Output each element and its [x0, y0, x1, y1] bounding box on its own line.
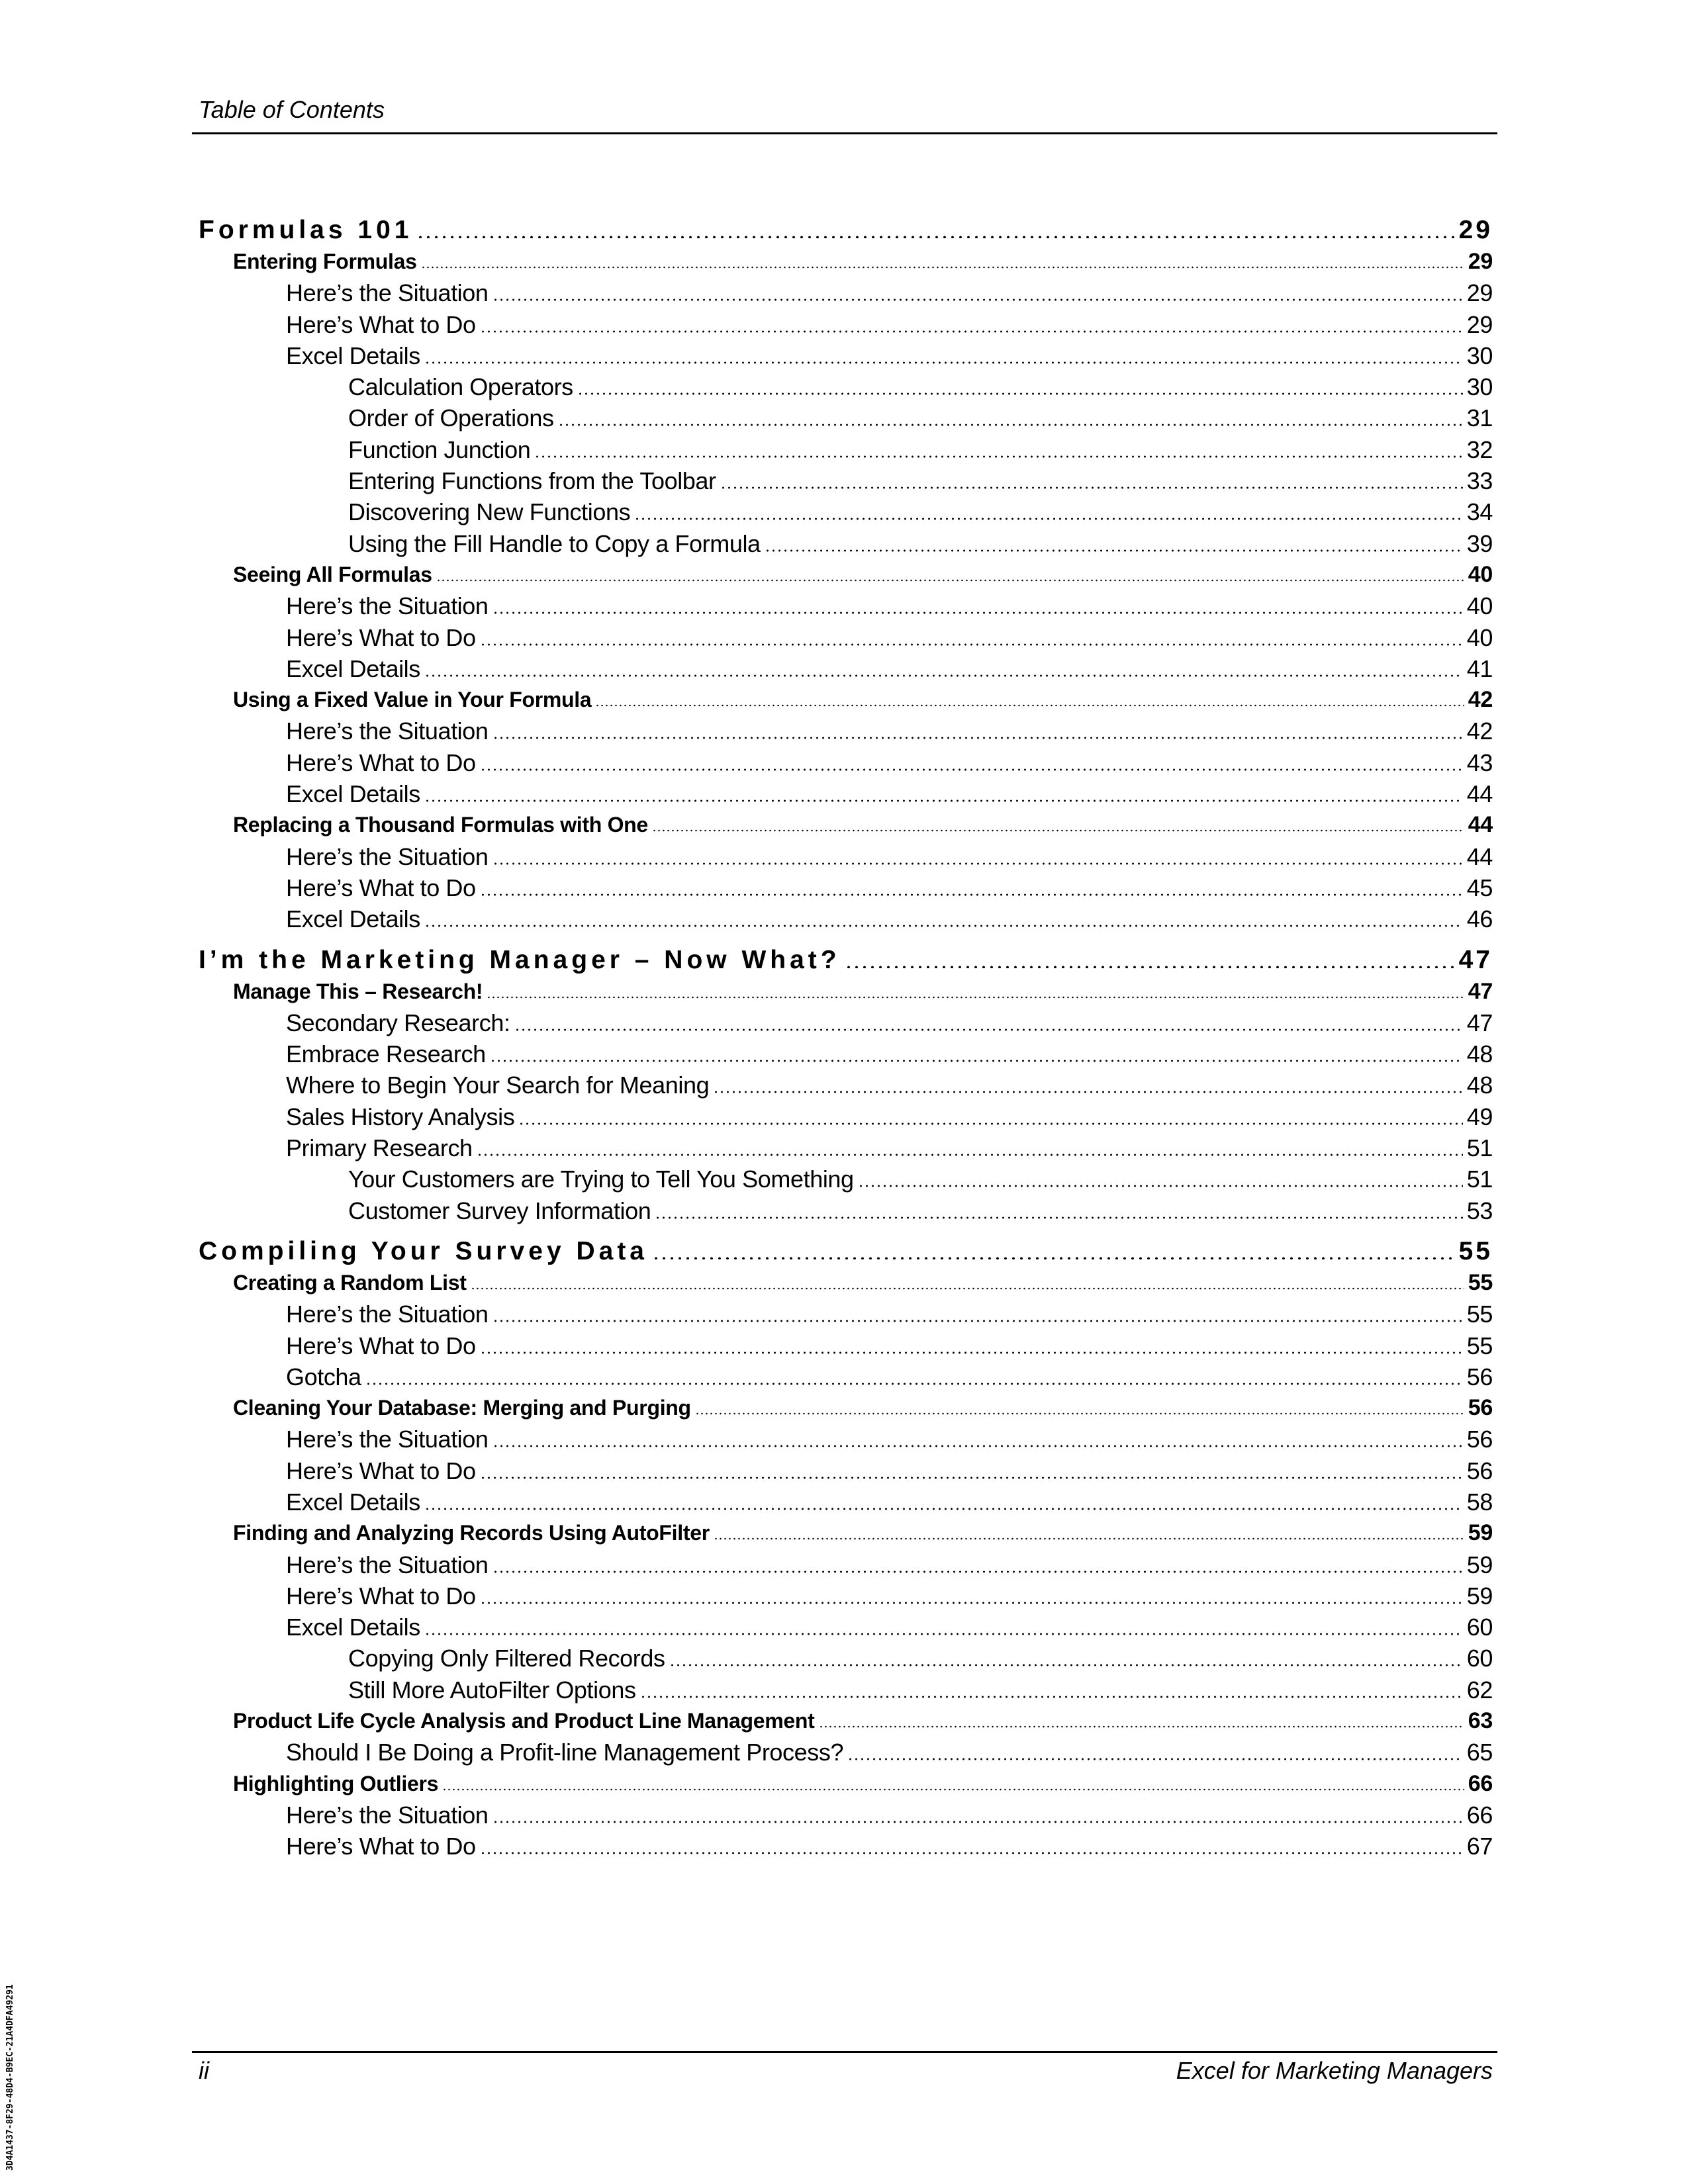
topic-entry[interactable]: [199, 434, 1493, 465]
topic-entry[interactable]: [199, 528, 1493, 559]
dot-leader: [492, 737, 1463, 739]
section-entry[interactable]: [199, 246, 1493, 277]
entry-title: Here’s What to Do: [286, 1833, 476, 1860]
section-entry[interactable]: [199, 1518, 1493, 1549]
subsection-entry[interactable]: [199, 1298, 1493, 1330]
subsection-entry[interactable]: [199, 747, 1493, 778]
entry-title: Excel Details: [286, 655, 420, 682]
running-header: Table of Contents: [199, 96, 385, 123]
entry-page-number: 44: [1468, 812, 1493, 838]
subsection-entry[interactable]: [199, 778, 1493, 809]
entry-title: Entering Formulas: [233, 250, 417, 273]
dot-leader: [492, 1821, 1463, 1823]
entry-page-number: 53: [1466, 1197, 1493, 1224]
subsection-entry[interactable]: [199, 622, 1493, 653]
entry-page-number: 56: [1466, 1426, 1493, 1453]
subsection-entry[interactable]: [199, 277, 1493, 308]
entry-page-number: 44: [1466, 842, 1493, 870]
entry-title: Primary Research: [286, 1134, 473, 1162]
entry-page-number: 40: [1466, 623, 1493, 651]
entry-title: Highlighting Outliers: [233, 1771, 439, 1796]
entry-page-number: 40: [1466, 592, 1493, 620]
dot-leader: [424, 674, 1463, 677]
dot-leader: [847, 1758, 1463, 1760]
subsection-entry[interactable]: [199, 841, 1493, 872]
entry-title: Sales History Analysis: [286, 1103, 515, 1130]
entry-title: Here’s the Situation: [286, 1801, 489, 1829]
entry-title: I’m the Marketing Manager – Now What?: [199, 945, 841, 974]
dot-leader: [492, 612, 1463, 614]
dot-leader: [669, 1664, 1463, 1666]
subsection-entry[interactable]: [199, 590, 1493, 621]
subsection-entry[interactable]: [199, 1612, 1493, 1643]
entry-title: Here’s the Situation: [286, 1300, 489, 1328]
dot-leader: [655, 1216, 1462, 1219]
entry-page-number: 55: [1468, 1269, 1493, 1295]
entry-page-number: 49: [1466, 1103, 1493, 1130]
dot-leader: [765, 549, 1463, 552]
dot-leader: [442, 1788, 1464, 1791]
section-entry[interactable]: [199, 1267, 1493, 1298]
dot-leader: [477, 1154, 1463, 1156]
entry-title: Here’s the Situation: [286, 717, 489, 745]
section-entry[interactable]: [199, 684, 1493, 715]
dot-leader: [492, 1570, 1463, 1573]
entry-page-number: 55: [1458, 1236, 1493, 1265]
entry-page-number: 67: [1466, 1833, 1493, 1860]
dot-leader: [424, 361, 1463, 364]
dot-leader: [421, 266, 1464, 269]
dot-leader: [480, 1602, 1463, 1604]
table-of-contents: [199, 205, 1493, 1862]
subsection-entry[interactable]: [199, 1455, 1493, 1486]
entry-title: Seeing All Formulas: [233, 562, 432, 586]
entry-page-number: 48: [1466, 1071, 1493, 1099]
entry-title: Where to Begin Your Search for Meaning: [286, 1071, 710, 1099]
entry-title: Using the Fill Handle to Copy a Formula: [348, 529, 761, 557]
subsection-entry[interactable]: [199, 340, 1493, 371]
subsection-entry[interactable]: [199, 1069, 1493, 1101]
dot-leader: [424, 925, 1463, 927]
entry-title: Here’s What to Do: [286, 1457, 476, 1484]
subsection-entry[interactable]: [199, 1038, 1493, 1069]
entry-page-number: 45: [1466, 874, 1493, 901]
entry-page-number: 32: [1466, 435, 1493, 463]
entry-page-number: 59: [1466, 1582, 1493, 1610]
entry-title: Product Life Cycle Analysis and Product Line Management: [233, 1709, 815, 1733]
dot-leader: [436, 579, 1464, 582]
dot-leader: [720, 486, 1463, 489]
dot-leader: [577, 392, 1463, 395]
entry-page-number: 63: [1468, 1708, 1493, 1734]
dot-leader: [480, 1852, 1463, 1854]
subsection-entry[interactable]: [199, 1132, 1493, 1163]
dot-leader: [858, 1185, 1463, 1187]
entry-page-number: 46: [1466, 905, 1493, 933]
entry-page-number: 47: [1458, 945, 1493, 974]
side-code: 3D4A1437-8F29-48D4-B9EC-21A4DFA49291: [5, 1984, 15, 2171]
subsection-entry[interactable]: [199, 1486, 1493, 1518]
dot-leader: [480, 768, 1463, 771]
entry-page-number: 55: [1466, 1332, 1493, 1359]
dot-leader: [819, 1725, 1464, 1728]
entry-page-number: 44: [1466, 780, 1493, 808]
entry-title: Replacing a Thousand Formulas with One: [233, 813, 648, 837]
entry-title: Customer Survey Information: [348, 1197, 651, 1224]
dot-leader: [514, 1028, 1463, 1031]
entry-page-number: 30: [1466, 341, 1493, 369]
entry-title: Here’s the Situation: [286, 842, 489, 870]
entry-title: Excel Details: [286, 341, 420, 369]
section-entry[interactable]: [199, 1706, 1493, 1737]
subsection-entry[interactable]: [199, 1799, 1493, 1831]
dot-leader: [652, 829, 1464, 832]
entry-title: Cleaning Your Database: Merging and Purging: [233, 1396, 691, 1420]
dot-leader: [471, 1287, 1464, 1290]
dot-leader: [480, 1477, 1463, 1479]
entry-page-number: 55: [1466, 1300, 1493, 1328]
subsection-entry[interactable]: [199, 1549, 1493, 1580]
subsection-entry[interactable]: [199, 1831, 1493, 1862]
entry-title: Here’s What to Do: [286, 749, 476, 776]
entry-page-number: 65: [1466, 1739, 1493, 1766]
topic-entry[interactable]: [199, 1163, 1493, 1195]
entry-page-number: 34: [1466, 498, 1493, 526]
entry-page-number: 29: [1466, 279, 1493, 307]
entry-title: Gotcha: [286, 1363, 361, 1390]
entry-title: Using a Fixed Value in Your Formula: [233, 688, 592, 712]
entry-page-number: 47: [1468, 978, 1493, 1004]
dot-leader: [424, 799, 1463, 802]
entry-page-number: 29: [1466, 310, 1493, 338]
dot-leader: [480, 893, 1463, 896]
section-entry[interactable]: [199, 809, 1493, 841]
dot-leader: [492, 1320, 1463, 1322]
dot-leader: [492, 1445, 1463, 1447]
topic-entry[interactable]: [199, 1195, 1493, 1226]
entry-page-number: 31: [1466, 404, 1493, 432]
dot-leader: [634, 518, 1463, 520]
entry-page-number: 47: [1466, 1009, 1493, 1036]
subsection-entry[interactable]: [199, 1101, 1493, 1132]
entry-page-number: 42: [1468, 687, 1493, 713]
entry-page-number: 56: [1466, 1363, 1493, 1390]
book-title: Excel for Marketing Managers: [1176, 2057, 1493, 2084]
entry-title: Compiling Your Survey Data: [199, 1236, 648, 1265]
subsection-entry[interactable]: [199, 903, 1493, 934]
entry-title: Here’s What to Do: [286, 1332, 476, 1359]
entry-page-number: 41: [1466, 655, 1493, 682]
entry-title: Here’s What to Do: [286, 1582, 476, 1610]
footer-rule: [192, 2051, 1497, 2053]
entry-page-number: 66: [1468, 1770, 1493, 1796]
dot-leader: [652, 1257, 1455, 1259]
entry-title: Your Customers are Trying to Tell You Something: [348, 1165, 854, 1193]
entry-page-number: 60: [1466, 1645, 1493, 1672]
section-entry[interactable]: [199, 559, 1493, 590]
topic-entry[interactable]: [199, 465, 1493, 496]
dot-leader: [845, 966, 1455, 968]
entry-page-number: 30: [1466, 373, 1493, 401]
topic-entry[interactable]: [199, 1643, 1493, 1674]
dot-leader: [424, 1508, 1463, 1510]
section-entry[interactable]: [199, 1768, 1493, 1799]
entry-page-number: 51: [1466, 1165, 1493, 1193]
entry-page-number: 59: [1468, 1520, 1493, 1546]
entry-page-number: 42: [1466, 717, 1493, 745]
entry-page-number: 62: [1466, 1676, 1493, 1704]
dot-leader: [487, 996, 1464, 999]
dot-leader: [695, 1412, 1464, 1415]
entry-page-number: 59: [1466, 1551, 1493, 1578]
entry-page-number: 58: [1466, 1488, 1493, 1516]
entry-title: Secondary Research:: [286, 1009, 510, 1036]
header-rule: [192, 132, 1497, 134]
dot-leader: [424, 1633, 1463, 1635]
subsection-entry[interactable]: [199, 309, 1493, 340]
subsection-entry[interactable]: [199, 1580, 1493, 1612]
entry-title: Creating a Random List: [233, 1270, 467, 1295]
entry-title: Formulas 101: [199, 216, 413, 244]
entry-title: Here’s the Situation: [286, 279, 489, 307]
dot-leader: [490, 1060, 1463, 1062]
entry-title: Calculation Operators: [348, 373, 573, 401]
dot-leader: [534, 455, 1462, 458]
entry-title: Excel Details: [286, 780, 420, 808]
subsection-entry[interactable]: [199, 1007, 1493, 1038]
entry-title: Should I Be Doing a Profit-line Management Process?: [286, 1739, 844, 1766]
topic-entry[interactable]: [199, 1674, 1493, 1706]
entry-page-number: 51: [1466, 1134, 1493, 1162]
dot-leader: [416, 236, 1454, 238]
section-entry[interactable]: [199, 1392, 1493, 1424]
entry-title: Copying Only Filtered Records: [348, 1645, 665, 1672]
entry-title: Here’s the Situation: [286, 592, 489, 620]
dot-leader: [640, 1696, 1463, 1698]
subsection-entry[interactable]: [199, 1330, 1493, 1361]
topic-entry[interactable]: [199, 402, 1493, 433]
dot-leader: [595, 704, 1464, 707]
dot-leader: [480, 643, 1463, 646]
chapter-entry[interactable]: [199, 1236, 1493, 1267]
dot-leader: [558, 424, 1463, 426]
entry-page-number: 33: [1466, 467, 1493, 495]
chapter-entry[interactable]: [199, 214, 1493, 246]
entry-title: Discovering New Functions: [348, 498, 631, 526]
dot-leader: [480, 330, 1463, 333]
chapter-entry[interactable]: [199, 944, 1493, 976]
entry-title: Here’s What to Do: [286, 623, 476, 651]
dot-leader: [492, 298, 1463, 301]
entry-page-number: 40: [1468, 561, 1493, 587]
entry-title: Here’s the Situation: [286, 1551, 489, 1578]
dot-leader: [714, 1537, 1464, 1540]
topic-entry[interactable]: [199, 371, 1493, 402]
entry-page-number: 60: [1466, 1614, 1493, 1641]
entry-title: Embrace Research: [286, 1040, 486, 1068]
page-number: ii: [199, 2057, 209, 2084]
entry-title: Entering Functions from the Toolbar: [348, 467, 716, 495]
topic-entry[interactable]: [199, 496, 1493, 527]
entry-page-number: 66: [1466, 1801, 1493, 1829]
entry-page-number: 39: [1466, 529, 1493, 557]
dot-leader: [365, 1383, 1463, 1385]
entry-title: Excel Details: [286, 1614, 420, 1641]
entry-title: Manage This – Research!: [233, 979, 483, 1003]
entry-page-number: 29: [1468, 249, 1493, 274]
entry-title: Here’s the Situation: [286, 1426, 489, 1453]
entry-title: Still More AutoFilter Options: [348, 1676, 636, 1704]
entry-title: Here’s What to Do: [286, 310, 476, 338]
entry-page-number: 29: [1458, 216, 1493, 244]
subsection-entry[interactable]: [199, 1361, 1493, 1392]
dot-leader: [518, 1122, 1462, 1125]
entry-title: Function Junction: [348, 435, 531, 463]
dot-leader: [713, 1091, 1463, 1093]
entry-title: Excel Details: [286, 1488, 420, 1516]
dot-leader: [492, 862, 1463, 865]
subsection-entry[interactable]: [199, 1737, 1493, 1768]
entry-page-number: 56: [1468, 1395, 1493, 1421]
subsection-entry[interactable]: [199, 872, 1493, 903]
entry-page-number: 43: [1466, 749, 1493, 776]
subsection-entry[interactable]: [199, 653, 1493, 684]
entry-title: Finding and Analyzing Records Using AutoFilter: [233, 1521, 710, 1545]
entry-title: Here’s What to Do: [286, 874, 476, 901]
entry-title: Order of Operations: [348, 404, 554, 432]
section-entry[interactable]: [199, 976, 1493, 1007]
entry-page-number: 48: [1466, 1040, 1493, 1068]
dot-leader: [480, 1351, 1463, 1354]
entry-page-number: 56: [1466, 1457, 1493, 1484]
subsection-entry[interactable]: [199, 715, 1493, 747]
entry-title: Excel Details: [286, 905, 420, 933]
subsection-entry[interactable]: [199, 1424, 1493, 1455]
